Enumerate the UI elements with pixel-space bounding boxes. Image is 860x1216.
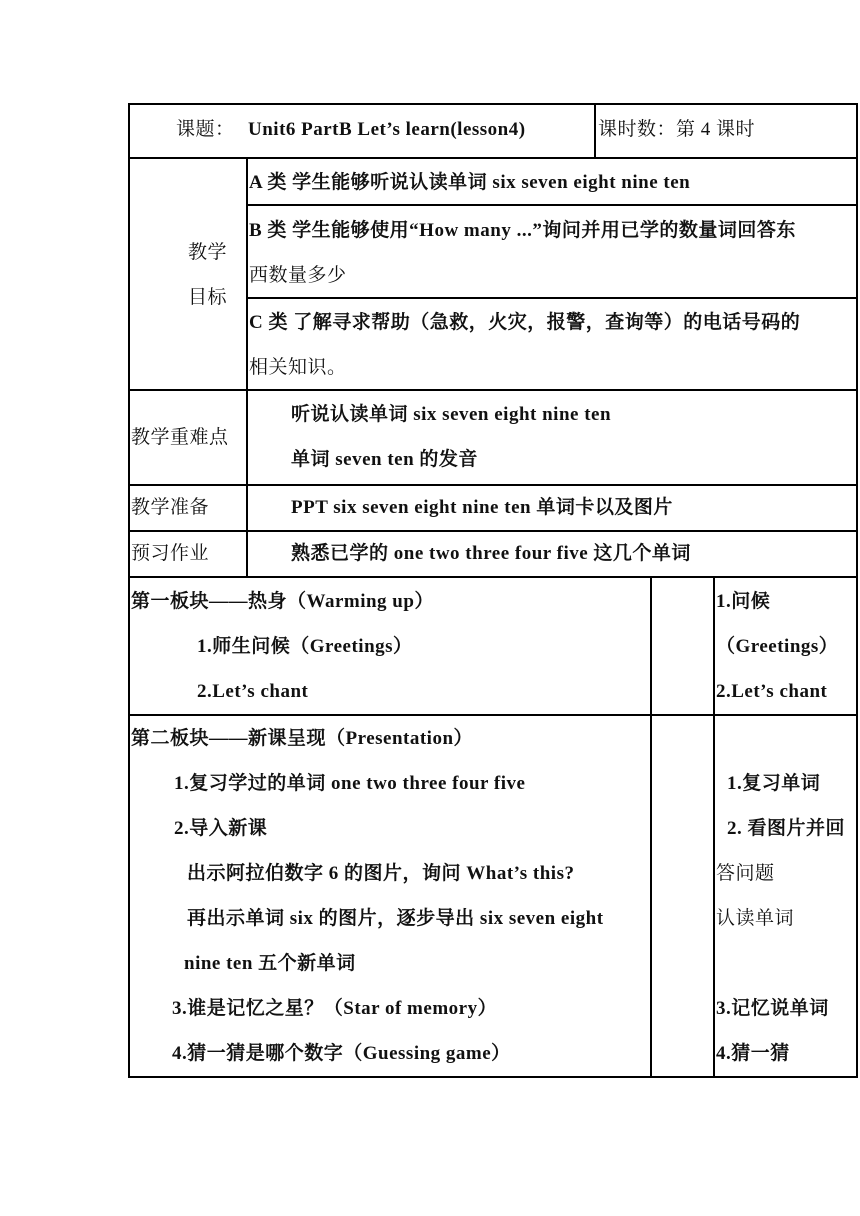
block1-side-item: （Greetings） bbox=[716, 636, 839, 657]
objectives-label-line1: 教学 bbox=[188, 242, 228, 263]
block2-side-item: 3.记忆说单词 bbox=[716, 998, 829, 1019]
key-points-label: 教学重难点 bbox=[131, 427, 229, 448]
table-border bbox=[128, 103, 130, 1078]
block1-side-item: 1.问候 bbox=[716, 591, 771, 612]
table-border bbox=[650, 576, 652, 1078]
table-border bbox=[128, 1076, 858, 1078]
block1-item: 1.师生问候（Greetings） bbox=[197, 636, 413, 657]
table-border bbox=[128, 157, 858, 159]
title-label: 课题： bbox=[176, 119, 235, 140]
table-border bbox=[128, 714, 858, 716]
block2-line: nine ten 五个新单词 bbox=[184, 953, 356, 974]
preparation-text: PPT six seven eight nine ten 单词卡以及图片 bbox=[291, 497, 673, 518]
table-border bbox=[246, 297, 858, 299]
table-border bbox=[713, 576, 715, 1078]
block2-line: 2.导入新课 bbox=[174, 818, 268, 839]
block2-line: 出示阿拉伯数字 6 的图片，询问 What’s this? bbox=[187, 863, 575, 884]
block1-heading: 第一板块——热身（Warming up） bbox=[131, 591, 434, 612]
lesson-title: Unit6 PartB Let’s learn(lesson4) bbox=[248, 119, 526, 140]
table-border bbox=[128, 484, 858, 486]
block2-line: 1.复习学过的单词 one two three four five bbox=[174, 773, 526, 794]
objective-b-line1: B 类 学生能够使用“How many ...”询问并用已学的数量词回答东 bbox=[249, 220, 796, 241]
objective-b-line2: 西数量多少 bbox=[249, 265, 347, 286]
preview-label: 预习作业 bbox=[131, 543, 210, 564]
objectives-label-line2: 目标 bbox=[188, 287, 228, 308]
block2-heading: 第二板块——新课呈现（Presentation） bbox=[131, 728, 474, 749]
block2-line: 3.谁是记忆之星？（Star of memory） bbox=[172, 998, 498, 1019]
block2-line: 再出示单词 six 的图片，逐步导出 six seven eight bbox=[187, 908, 604, 929]
table-border bbox=[128, 103, 858, 105]
preparation-label: 教学准备 bbox=[131, 497, 210, 518]
block2-side-item: 1.复习单词 bbox=[727, 773, 821, 794]
objective-a: A 类 学生能够听说认读单词 six seven eight nine ten bbox=[249, 172, 691, 193]
block1-side-item: 2.Let’s chant bbox=[716, 681, 828, 702]
key-points-line2: 单词 seven ten 的发音 bbox=[291, 449, 478, 470]
block2-side-item: 认读单词 bbox=[716, 908, 795, 929]
table-border bbox=[128, 576, 858, 578]
preview-text: 熟悉已学的 one two three four five 这几个单词 bbox=[291, 543, 691, 564]
table-border bbox=[856, 103, 858, 1078]
table-border bbox=[246, 204, 858, 206]
key-points-line1: 听说认读单词 six seven eight nine ten bbox=[291, 404, 612, 425]
objective-c-line1: C 类 了解寻求帮助（急救，火灾，报警，查询等）的电话号码的 bbox=[249, 312, 801, 333]
period-count: 课时数：第 4 课时 bbox=[598, 119, 756, 140]
table-border bbox=[594, 103, 596, 159]
objective-c-line2: 相关知识。 bbox=[249, 357, 347, 378]
block2-side-item: 4.猜一猜 bbox=[716, 1043, 790, 1064]
block2-side-item: 答问题 bbox=[716, 863, 775, 884]
table-border bbox=[128, 530, 858, 532]
table-border bbox=[246, 157, 248, 578]
table-border bbox=[128, 389, 858, 391]
block2-line: 4.猜一猜是哪个数字（Guessing game） bbox=[172, 1043, 511, 1064]
block2-side-item: 2. 看图片并回 bbox=[727, 818, 846, 839]
block1-item: 2.Let’s chant bbox=[197, 681, 309, 702]
